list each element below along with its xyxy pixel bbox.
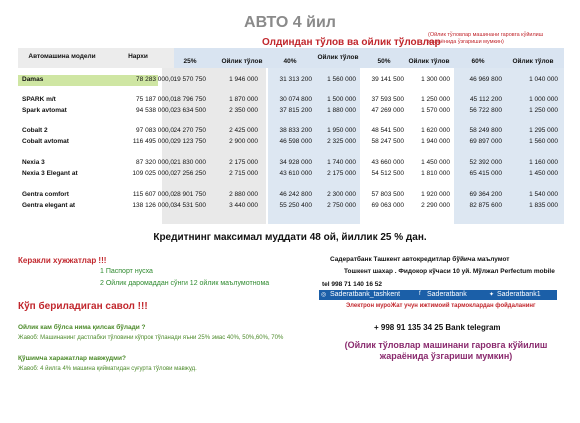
monthly-payment-cell: 1 870 000 xyxy=(229,96,258,103)
page-title: АВТО 4 йил xyxy=(244,14,336,31)
down-payment-cell: 58 247 500 xyxy=(371,138,404,145)
twitter-icon: ✦ xyxy=(489,292,495,298)
monthly-payment-cell: 2 900 000 xyxy=(229,138,258,145)
monthly-payment-cell: 1 300 000 xyxy=(421,76,450,83)
monthly-payment-cell: 1 620 000 xyxy=(421,127,450,134)
car-price: 75 187 000,0 xyxy=(136,96,174,103)
monthly-40-header: Ойлик тўлов xyxy=(317,54,359,61)
down-payment-cell: 57 803 500 xyxy=(371,191,404,198)
car-model: Damas xyxy=(22,76,44,83)
down-payment-cell: 54 512 500 xyxy=(371,170,404,177)
down-payment-cell: 31 313 200 xyxy=(279,76,312,83)
down-payment-cell: 69 364 200 xyxy=(469,191,502,198)
monthly-payment-cell: 3 440 000 xyxy=(229,202,258,209)
down-payment-cell: 69 063 000 xyxy=(371,202,404,209)
down-payment-cell: 56 722 800 xyxy=(469,107,502,114)
monthly-payment-cell: 1 160 000 xyxy=(529,159,558,166)
car-price: 138 126 000,0 xyxy=(132,202,174,209)
bank-social-note: Электрон муроЖат учун ижтимоий тармоклардан фойдаланинг xyxy=(346,303,536,309)
down-payment-cell: 30 074 800 xyxy=(279,96,312,103)
table-row xyxy=(18,106,564,116)
monthly-payment-cell: 1 946 000 xyxy=(229,76,258,83)
monthly-payment-cell: 1 740 000 xyxy=(327,159,356,166)
down-payment-cell: 46 242 800 xyxy=(279,191,312,198)
table-row xyxy=(18,126,564,136)
monthly-payment-cell: 1 950 000 xyxy=(327,127,356,134)
monthly-50-header: Ойлик тўлов xyxy=(408,58,450,65)
monthly-25-header: Ойлик тўлов xyxy=(221,58,263,65)
down-payment-cell: 43 610 000 xyxy=(279,170,312,177)
car-model: Gentra elegant at xyxy=(22,202,76,209)
social-link-facebook[interactable]: Saderatbank xyxy=(427,291,467,298)
monthly-payment-cell: 1 835 000 xyxy=(529,202,558,209)
down-payment-cell: 28 901 750 xyxy=(173,191,206,198)
car-model: Cobalt avtomat xyxy=(22,138,69,145)
down-payment-cell: 34 928 000 xyxy=(279,159,312,166)
bank-phone: tel 998 71 140 16 52 xyxy=(322,281,382,288)
monthly-payment-cell: 1 450 000 xyxy=(529,170,558,177)
down-payment-cell: 69 897 000 xyxy=(469,138,502,145)
car-price: 94 538 000,0 xyxy=(136,107,174,114)
car-model: Cobalt 2 xyxy=(22,127,48,134)
down-payment-cell: 29 123 750 xyxy=(173,138,206,145)
telegram-contact[interactable]: + 998 91 135 34 25 Bank telegram xyxy=(374,323,501,332)
car-price: 116 495 000,0 xyxy=(132,138,174,145)
monthly-payment-cell: 2 325 000 xyxy=(327,138,356,145)
car-price: 115 607 000,0 xyxy=(132,191,174,198)
down-payment-cell: 46 598 000 xyxy=(279,138,312,145)
model-header: Автомашина модели xyxy=(28,53,96,60)
monthly-payment-cell: 2 350 000 xyxy=(229,107,258,114)
required-doc-item: 1 Паспорт нусха xyxy=(100,268,153,275)
monthly-payment-cell: 1 920 000 xyxy=(421,191,450,198)
monthly-60-header: Ойлик тўлов xyxy=(512,58,554,65)
table-row xyxy=(18,201,564,211)
monthly-payment-cell: 1 880 000 xyxy=(327,107,356,114)
monthly-payment-cell: 1 540 000 xyxy=(529,191,558,198)
monthly-payment-cell: 2 175 000 xyxy=(327,170,356,177)
down-payment-cell: 18 796 750 xyxy=(173,96,206,103)
down-50-header: 50% xyxy=(377,58,391,65)
monthly-payment-cell: 1 250 000 xyxy=(421,96,450,103)
car-price: 78 283 000,0 xyxy=(136,76,174,83)
down-payment-cell: 37 815 200 xyxy=(279,107,312,114)
table-subtitle: Олдиндан тўлов ва ойлик тўловлар xyxy=(262,37,441,48)
faq-title: Кўп бериладиган савол !!! xyxy=(18,301,148,312)
monthly-payment-cell: 1 560 000 xyxy=(327,76,356,83)
car-model: Gentra comfort xyxy=(22,191,69,198)
down-payment-cell: 46 969 800 xyxy=(469,76,502,83)
car-model: Nexia 3 xyxy=(22,159,45,166)
table-row xyxy=(18,75,564,85)
down-payment-cell: 58 249 800 xyxy=(469,127,502,134)
down-payment-cell: 65 415 000 xyxy=(469,170,502,177)
down-25-header: 25% xyxy=(183,58,197,65)
down-payment-cell: 39 141 500 xyxy=(371,76,404,83)
facebook-icon: f xyxy=(419,291,421,297)
car-price: 87 320 000,0 xyxy=(136,159,174,166)
monthly-payment-cell: 2 300 000 xyxy=(327,191,356,198)
down-payment-cell: 34 531 500 xyxy=(173,202,206,209)
monthly-payment-cell: 2 425 000 xyxy=(229,127,258,134)
faq-question: Ойлик кам бўлса нима қилсак бўлади ? xyxy=(18,324,146,331)
down-payment-cell: 37 593 500 xyxy=(371,96,404,103)
car-model: Nexia 3 Elegant at xyxy=(22,170,78,177)
down-payment-cell: 24 270 750 xyxy=(173,127,206,134)
table-row xyxy=(18,137,564,147)
down-payment-cell: 45 112 200 xyxy=(469,96,502,103)
car-price: 109 025 000,0 xyxy=(132,170,174,177)
down-payment-cell: 43 660 000 xyxy=(371,159,404,166)
faq-answer: Жавоб: 4 йилга 4% машина қийматидан суғурта тўлови мавжуд. xyxy=(18,366,197,372)
down-payment-cell: 48 541 500 xyxy=(371,127,404,134)
table-row xyxy=(18,169,564,179)
down-payment-cell: 52 392 000 xyxy=(469,159,502,166)
down-payment-cell: 21 830 000 xyxy=(173,159,206,166)
monthly-payment-cell: 1 450 000 xyxy=(421,159,450,166)
table-row xyxy=(18,190,564,200)
required-docs-title: Керакли хужжатлар !!! xyxy=(18,256,107,265)
monthly-payment-cell: 2 290 000 xyxy=(421,202,450,209)
social-link-instagram[interactable]: Saderatbank_tashkent xyxy=(330,291,401,298)
monthly-payment-cell: 1 810 000 xyxy=(421,170,450,177)
down-payment-cell: 55 250 400 xyxy=(279,202,312,209)
instagram-icon: ◎ xyxy=(321,292,327,298)
faq-question: Қўшимча харажатлар мавжудми? xyxy=(18,355,126,362)
down-60-header: 60% xyxy=(471,58,485,65)
social-bar xyxy=(319,290,557,300)
down-payment-cell: 23 634 500 xyxy=(173,107,206,114)
price-header: Нархи xyxy=(128,53,148,60)
social-link-twitter[interactable]: Saderatbank1 xyxy=(497,291,541,298)
bank-address: Тошкент шахар . Фидокор кўчаси 10 уй. Мўлжал Perfectum mobile xyxy=(344,268,555,275)
monthly-payment-cell: 1 940 000 xyxy=(421,138,450,145)
monthly-payment-cell: 1 500 000 xyxy=(327,96,356,103)
monthly-payment-cell: 1 000 000 xyxy=(529,96,558,103)
monthly-payment-cell: 2 750 000 xyxy=(327,202,356,209)
monthly-payment-cell: 1 570 000 xyxy=(421,107,450,114)
monthly-payment-cell: 1 295 000 xyxy=(529,127,558,134)
car-model: Spark avtomat xyxy=(22,107,67,114)
monthly-payment-cell: 2 175 000 xyxy=(229,159,258,166)
faq-answer: Жавоб: Машинанинг дастлабки тўловини кўпрок тўланади яъни 25% эмас 40%, 50%,60%, 70% xyxy=(18,335,284,341)
monthly-payment-cell: 1 560 000 xyxy=(529,138,558,145)
credit-line: Кредитнинг максимал муддати 48 ой, йиллик 25 % дан. xyxy=(153,232,427,243)
monthly-payment-cell: 2 880 000 xyxy=(229,191,258,198)
car-price: 97 083 000,0 xyxy=(136,127,174,134)
price-table xyxy=(18,48,564,224)
down-payment-cell: 27 256 250 xyxy=(173,170,206,177)
monthly-payment-cell: 1 250 000 xyxy=(529,107,558,114)
table-row xyxy=(18,158,564,168)
down-payment-cell: 82 875 600 xyxy=(469,202,502,209)
down-payment-cell: 38 833 200 xyxy=(279,127,312,134)
monthly-payment-cell: 1 040 000 xyxy=(529,76,558,83)
bank-info-title: Садератбанк Ташкент автокредитлар бўйича маълумот xyxy=(330,256,510,263)
table-row xyxy=(18,95,564,105)
disclaimer: (Ойлик тўловлар машинани гаровга кўйилиш жараёнида ўзгариши мумкин) xyxy=(344,340,548,361)
down-payment-cell: 19 570 750 xyxy=(173,76,206,83)
down-payment-cell: 47 269 000 xyxy=(371,107,404,114)
monthly-payment-cell: 2 715 000 xyxy=(229,170,258,177)
down-40-header: 40% xyxy=(283,58,297,65)
top-note: (Ойлик тўловлар машинани гаровга кўйилиш жараёнида ўзгариши мумкин) xyxy=(428,32,544,45)
car-model: SPARK m/t xyxy=(22,96,56,103)
required-doc-item: 2 Ойлик даромаддан сўнги 12 ойлик маълумотнома xyxy=(100,280,270,287)
